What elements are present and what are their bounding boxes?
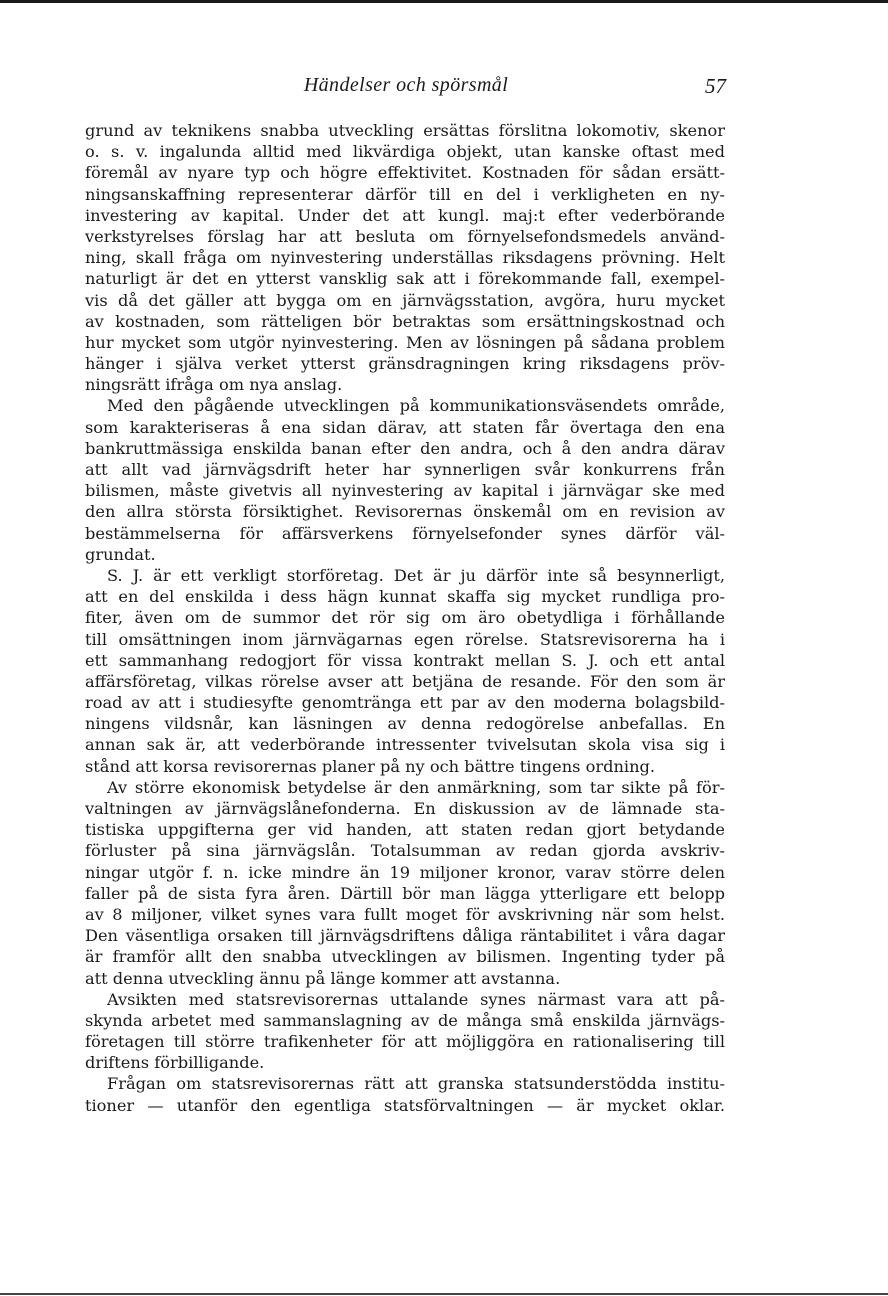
text-line: tistiska uppgifterna ger vid handen, att staten redan gjort betydande bbox=[85, 820, 725, 840]
text-line: naturligt är det en ytterst vansklig sak att i förekommande fall, exempel- bbox=[85, 269, 725, 289]
text-line: investering av kapital. Under det att kungl. maj:t efter vederbörande bbox=[85, 205, 725, 225]
text-line: att en del enskilda i dess hägn kunnat skaffa sig mycket rundliga pro- bbox=[85, 587, 725, 607]
text-line: till omsättningen inom järnvägarnas egen rörelse. Statsrevisorerna ha i bbox=[85, 629, 725, 649]
text-line: skynda arbetet med sammanslagning av de många små enskilda järnvägs- bbox=[85, 1010, 725, 1030]
text-line: stånd att korsa revisorernas planer på ny och bättre tingens ordning. bbox=[85, 756, 656, 776]
text-line: fiter, även om de summor det rör sig om äro obetydliga i förhållande bbox=[85, 608, 725, 628]
text-line: bestämmelserna för affärsverkens förnyelsefonder synes därför väl- bbox=[85, 523, 725, 543]
text-line: ningar utgör f. n. icke mindre än 19 miljoner kronor, varav större delen bbox=[85, 862, 725, 882]
text-line: ett sammanhang redogjort för vissa kontrakt mellan S. J. och ett antal bbox=[85, 650, 725, 670]
text-line: den allra största försiktighet. Revisorernas önskemål om en revision av bbox=[85, 502, 725, 522]
text-line: road av att i studiesyfte genomtränga ett par av den moderna bolagsbild- bbox=[85, 693, 725, 713]
text-line: är framför allt den snabba utvecklingen av bilismen. Ingenting tyder på bbox=[85, 947, 725, 967]
page-header bbox=[86, 74, 726, 104]
text-line: att allt vad järnvägsdrift heter har synnerligen svår konkurrens från bbox=[85, 460, 725, 479]
bottom-border bbox=[0, 1293, 888, 1295]
text-line: o. s. v. ingalunda alltid med likvärdiga objekt, utan kanske oftast med bbox=[85, 142, 725, 162]
running-title: Händelser och spörsmål bbox=[303, 74, 509, 96]
text-line: S. J. är ett verkligt storföretag. Det är ju därför inte så besynnerligt, bbox=[107, 565, 725, 585]
text-line: verkstyrelses förslag har att besluta om förnyelsefondsmedels använd- bbox=[85, 226, 725, 246]
text-line: annan sak är, att vederbörande intressenter tvivelsutan skola visa sig i bbox=[85, 735, 725, 755]
text-line: grundat. bbox=[85, 544, 156, 564]
text-line: föremål av nyare typ och högre effektivitet. Kostnaden för sådan ersätt- bbox=[85, 163, 725, 183]
text-line: grund av teknikens snabba utveckling ersättas förslitna lokomotiv, skenor bbox=[85, 121, 725, 140]
text-line: ning, skall fråga om nyinvestering underställas riksdagens prövning. Helt bbox=[85, 248, 725, 268]
text-line: förluster på sina järnvägslån. Totalsumman av redan gjorda avskriv- bbox=[85, 841, 725, 861]
text-line: hur mycket som utgör nyinvestering. Men av lösningen på sådana problem bbox=[85, 332, 725, 352]
text-line: bankruttmässiga enskilda banan efter den andra, och å den andra därav bbox=[85, 438, 725, 458]
text-line: som karakteriseras å ena sidan därav, att staten får övertaga den ena bbox=[85, 417, 725, 437]
text-line: faller på de sista fyra åren. Därtill bör man lägga ytterligare ett belopp bbox=[85, 883, 725, 903]
text-line: av 8 miljoner, vilket synes vara fullt moget för avskrivning när som helst. bbox=[85, 904, 725, 924]
text-line: Den väsentliga orsaken till järnvägsdriftens dåliga räntabilitet i våra dagar bbox=[85, 926, 725, 946]
text-line: bilismen, måste givetvis all nyinvestering av kapital i järnvägar ske med bbox=[85, 481, 725, 501]
text-line: ningsrätt ifråga om nya anslag. bbox=[85, 375, 343, 395]
text-line: affärsföretag, vilkas rörelse avser att betjäna de resande. För den som är bbox=[85, 671, 725, 691]
text-line: vis då det gäller att bygga om en järnvägsstation, avgöra, huru mycket bbox=[85, 290, 725, 310]
text-line: ningens vildsnår, kan läsningen av denna redogörelse anbefallas. En bbox=[85, 714, 725, 734]
text-line: att denna utveckling ännu på länge kommer att avstanna. bbox=[85, 968, 561, 988]
body-text bbox=[85, 120, 725, 1180]
text-line: driftens förbilligande. bbox=[85, 1053, 265, 1073]
page-number: 57 bbox=[705, 74, 726, 98]
text-line: Frågan om statsrevisorernas rätt att granska statsunderstödda institu- bbox=[107, 1074, 725, 1094]
text-line: valtningen av järnvägslånefonderna. En diskussion av de lämnade sta- bbox=[85, 799, 725, 818]
text-line: ningsanskaffning representerar därför till en del i verkligheten en ny- bbox=[85, 184, 725, 204]
text-line: av kostnaden, som rätteligen bör betraktas som ersättningskostnad och bbox=[85, 311, 725, 331]
top-border bbox=[0, 0, 888, 3]
text-line: Av större ekonomisk betydelse är den anmärkning, som tar sikte på för- bbox=[107, 777, 725, 797]
text-line: hänger i själva verket ytterst gränsdragningen kring riksdagens pröv- bbox=[85, 354, 725, 374]
text-line: Avsikten med statsrevisorernas uttalande synes närmast vara att på- bbox=[107, 989, 725, 1009]
text-line: tioner — utanför den egentliga statsförvaltningen — är mycket oklar. bbox=[85, 1095, 725, 1115]
text-line: Med den pågående utvecklingen på kommunikationsväsendets område, bbox=[107, 396, 725, 416]
text-line: företagen till större trafikenheter för att möjliggöra en rationalisering till bbox=[85, 1032, 725, 1052]
